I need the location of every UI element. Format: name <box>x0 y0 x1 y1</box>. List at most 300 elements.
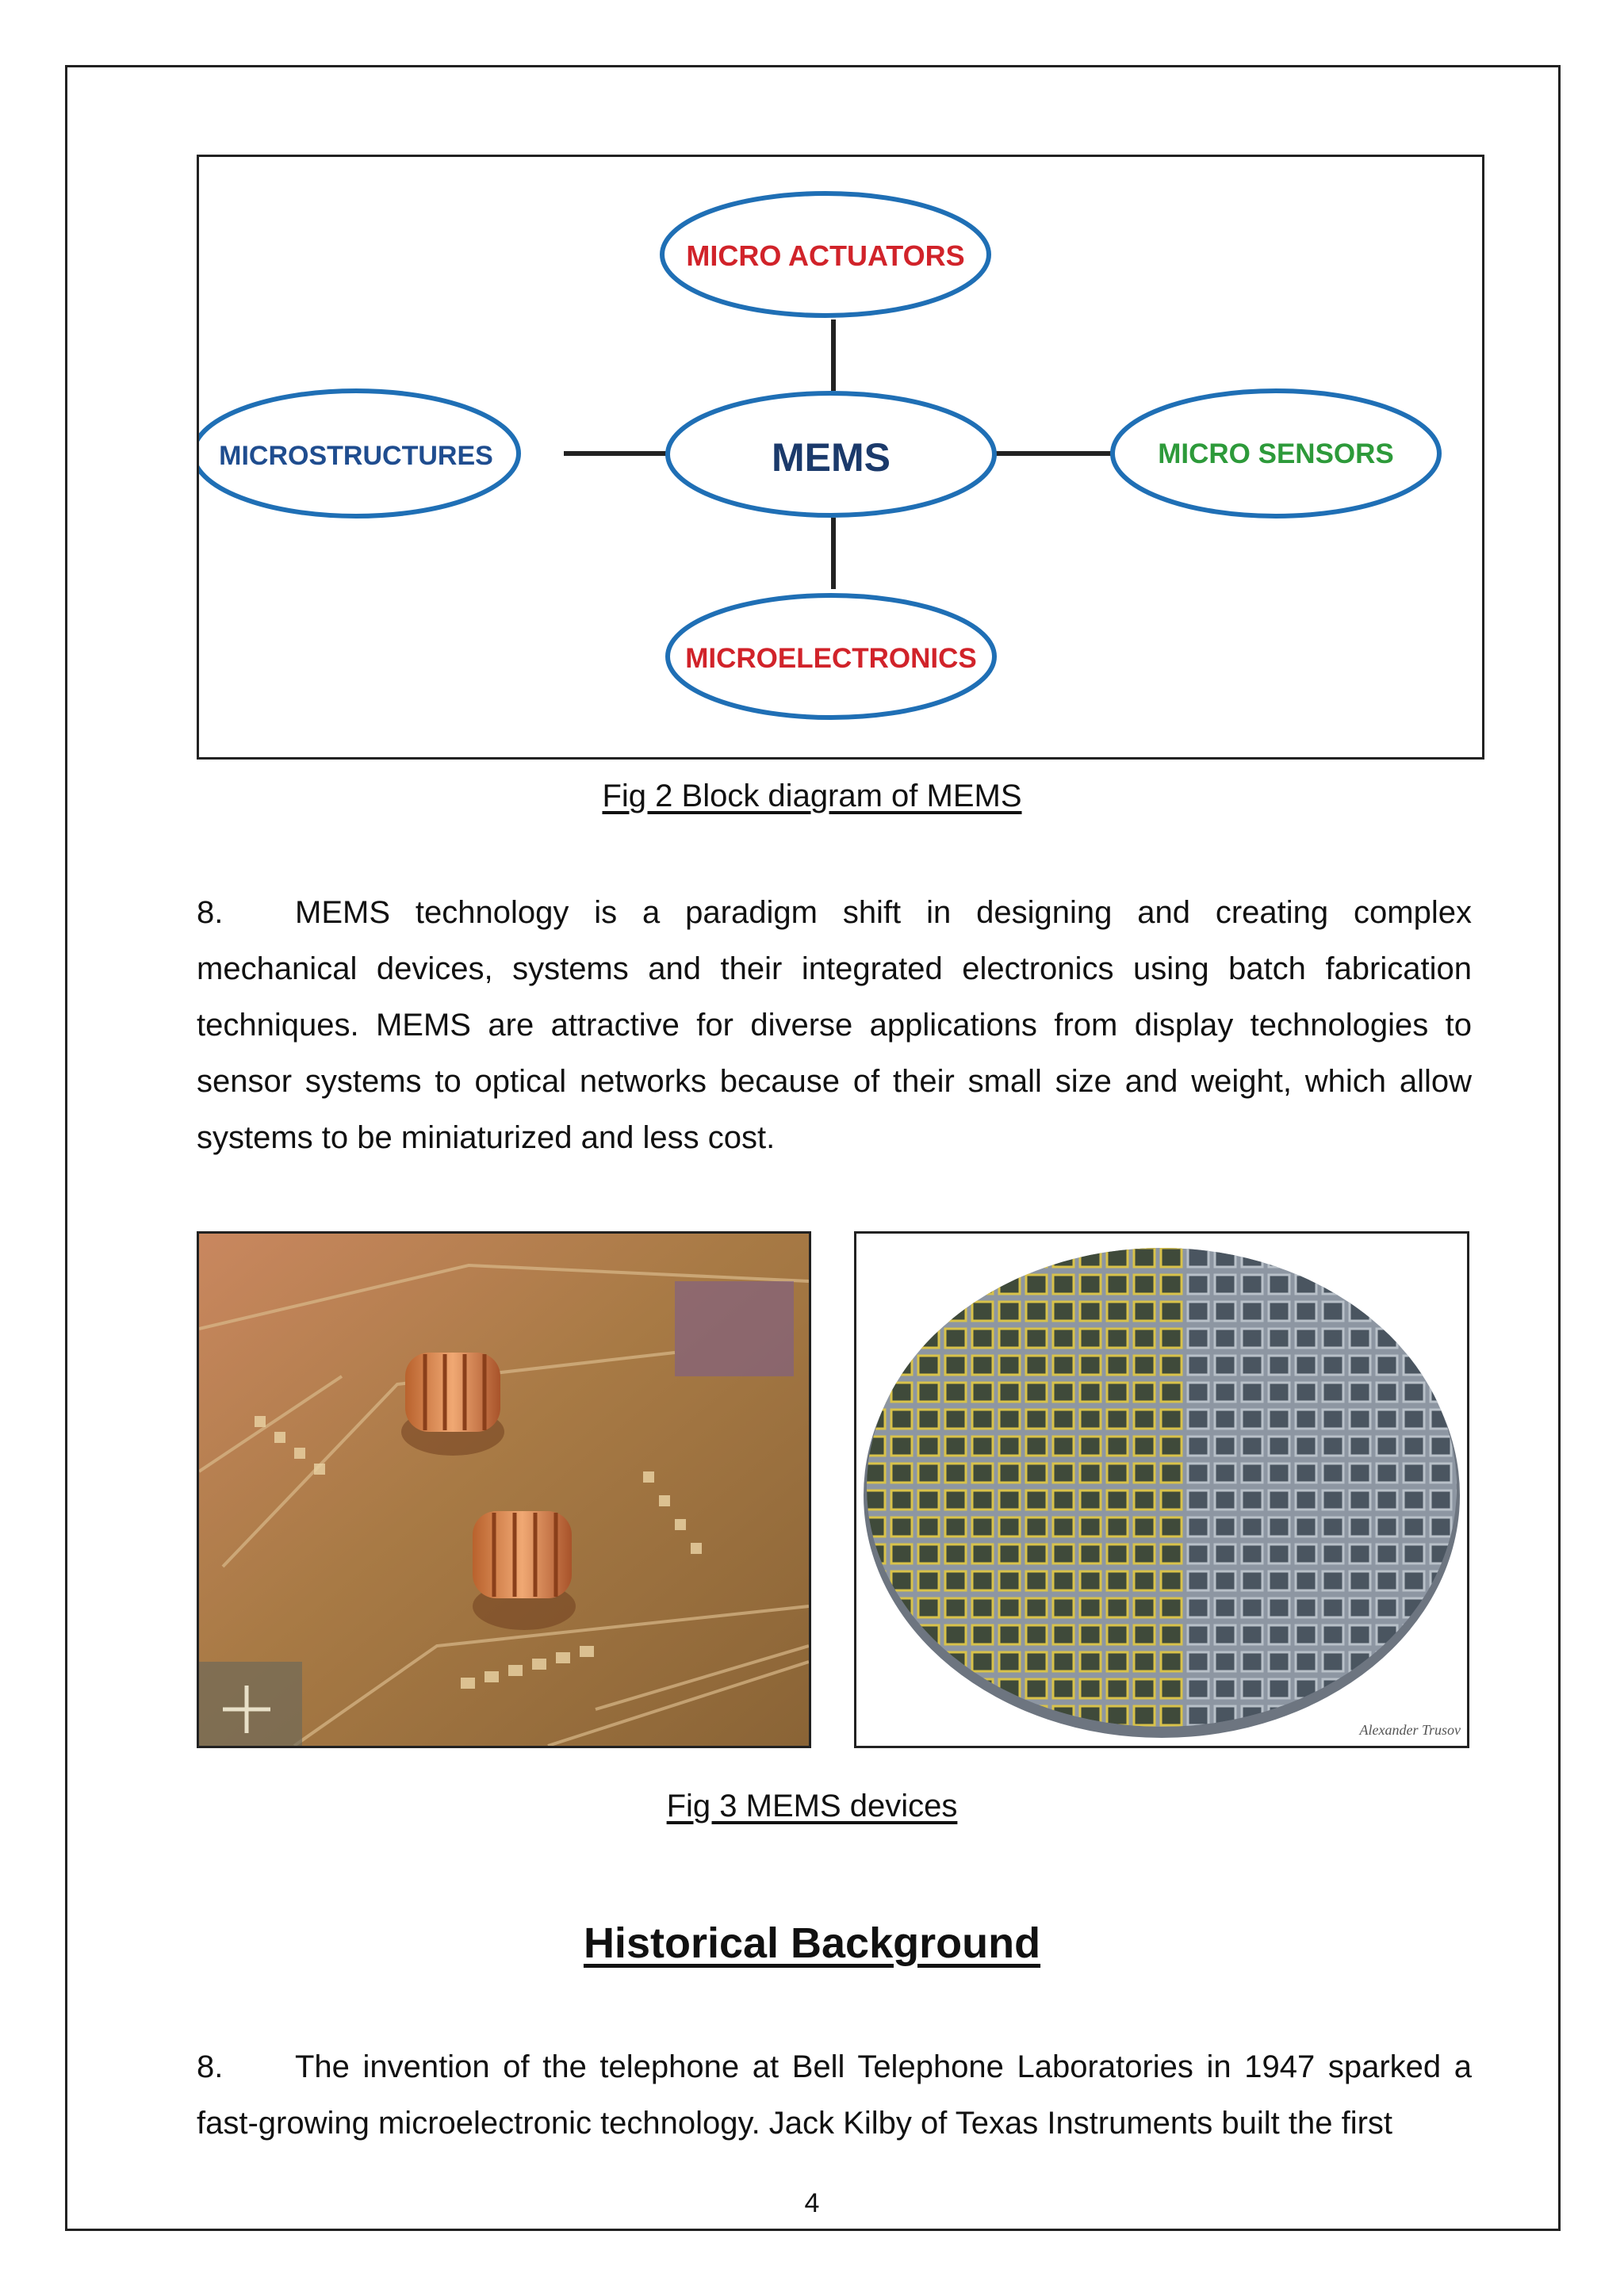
wafer-die <box>1242 1598 1262 1617</box>
wafer-die <box>1215 1437 1235 1456</box>
wafer-die <box>972 1464 993 1483</box>
wafer-die <box>1350 1356 1370 1375</box>
wafer-die <box>1296 1652 1316 1671</box>
wafer-die <box>1053 1544 1074 1563</box>
wafer-die <box>918 1410 939 1429</box>
wafer-die <box>1026 1598 1047 1617</box>
wafer-die <box>1215 1490 1235 1510</box>
wafer-die <box>1296 1598 1316 1617</box>
wafer-die <box>1107 1302 1128 1321</box>
wafer-die <box>1107 1652 1128 1671</box>
wafer-die <box>945 1410 966 1429</box>
wafer-die <box>1080 1383 1101 1402</box>
wafer-die <box>1026 1625 1047 1644</box>
wafer-die <box>1323 1356 1343 1375</box>
wafer-die <box>999 1410 1020 1429</box>
wafer-die <box>1134 1652 1155 1671</box>
wafer-die <box>1188 1544 1208 1563</box>
wafer-die <box>1404 1464 1424 1483</box>
wafer-die <box>1242 1652 1262 1671</box>
wafer-die <box>1188 1598 1208 1617</box>
wafer-die <box>1323 1302 1343 1321</box>
paragraph-historical <box>197 2039 1472 2152</box>
wafer-die <box>1053 1437 1074 1456</box>
wafer-die <box>891 1571 912 1590</box>
wafer-die <box>972 1356 993 1375</box>
wafer-die <box>945 1356 966 1375</box>
wafer-die <box>1134 1275 1155 1294</box>
section-heading: Historical Background <box>583 1919 1041 1967</box>
wafer-die <box>999 1464 1020 1483</box>
wafer-die <box>1026 1544 1047 1563</box>
wafer-die <box>1080 1652 1101 1671</box>
wafer-die <box>1215 1679 1235 1698</box>
wafer-die <box>1269 1356 1289 1375</box>
wafer-die <box>1350 1544 1370 1563</box>
wafer-die <box>1323 1517 1343 1536</box>
paragraph-number: 8. <box>197 895 224 930</box>
wafer-die <box>1026 1464 1047 1483</box>
wafer-die <box>945 1571 966 1590</box>
wafer-die <box>891 1517 912 1536</box>
wafer-die <box>1242 1464 1262 1483</box>
wafer-die <box>1080 1517 1101 1536</box>
wafer-die <box>918 1598 939 1617</box>
wafer-die <box>1296 1517 1316 1536</box>
wafer-die <box>1053 1464 1074 1483</box>
wafer-die <box>1269 1437 1289 1456</box>
wafer-die <box>1161 1383 1182 1402</box>
wafer-die <box>1404 1517 1424 1536</box>
wafer-die <box>1134 1329 1155 1348</box>
paragraph-text: The invention of the telephone at Bell Telephone Laboratories in 1947 sparked a fast-growing microelectronic technology. Jack Kilby of Texas Instruments built the first <box>197 2049 1472 2141</box>
wafer-die <box>1134 1571 1155 1590</box>
wafer-die <box>1269 1410 1289 1429</box>
wafer-die <box>1188 1275 1208 1294</box>
wafer-die <box>1161 1356 1182 1375</box>
wafer-die <box>1269 1625 1289 1644</box>
wafer-die <box>1404 1571 1424 1590</box>
wafer-die <box>1053 1410 1074 1429</box>
wafer-die <box>1188 1437 1208 1456</box>
wafer-die <box>1242 1410 1262 1429</box>
wafer-die <box>1242 1571 1262 1590</box>
wafer-die <box>999 1571 1020 1590</box>
wafer-die <box>1377 1598 1397 1617</box>
wafer-die <box>999 1383 1020 1402</box>
wafer-die <box>1188 1329 1208 1348</box>
wafer-die <box>891 1437 912 1456</box>
wafer-die <box>1161 1598 1182 1617</box>
wafer-die <box>891 1410 912 1429</box>
wafer-die <box>1350 1571 1370 1590</box>
wafer-die <box>1161 1544 1182 1563</box>
wafer-die <box>918 1356 939 1375</box>
wafer-die <box>1107 1329 1128 1348</box>
wafer-die <box>1188 1571 1208 1590</box>
wafer-die <box>1107 1437 1128 1456</box>
wafer-die <box>1323 1329 1343 1348</box>
wafer-die <box>972 1625 993 1644</box>
wafer-die <box>1431 1517 1451 1536</box>
wafer-die <box>1134 1464 1155 1483</box>
wafer-die <box>1242 1679 1262 1698</box>
wafer-die <box>1296 1329 1316 1348</box>
wafer-die <box>1161 1679 1182 1698</box>
wafer-die <box>1134 1679 1155 1698</box>
wafer-die <box>1026 1410 1047 1429</box>
wafer-die <box>1215 1517 1235 1536</box>
wafer-die <box>1350 1490 1370 1510</box>
wafer-die <box>1215 1598 1235 1617</box>
wafer-die <box>972 1652 993 1671</box>
wafer-die <box>1323 1625 1343 1644</box>
wafer-die <box>1107 1571 1128 1590</box>
wafer-die <box>1107 1356 1128 1375</box>
wafer-die <box>1026 1356 1047 1375</box>
wafer-die <box>1350 1383 1370 1402</box>
wafer-die <box>1080 1356 1101 1375</box>
wafer-die <box>999 1544 1020 1563</box>
wafer-die <box>1269 1302 1289 1321</box>
wafer-die <box>1026 1652 1047 1671</box>
wafer-die <box>1377 1464 1397 1483</box>
wafer-die <box>891 1544 912 1563</box>
wafer-die <box>1134 1356 1155 1375</box>
wafer-die <box>1215 1652 1235 1671</box>
wafer-die <box>1053 1329 1074 1348</box>
wafer-die <box>1350 1329 1370 1348</box>
wafer-die <box>1080 1679 1101 1698</box>
wafer-die <box>972 1329 993 1348</box>
wafer-die <box>999 1356 1020 1375</box>
wafer-die <box>1188 1625 1208 1644</box>
wafer-die <box>1134 1302 1155 1321</box>
wafer-die <box>1026 1383 1047 1402</box>
wafer-die <box>1269 1329 1289 1348</box>
wafer-die <box>945 1517 966 1536</box>
wafer-die <box>1242 1490 1262 1510</box>
wafer-die <box>1080 1275 1101 1294</box>
wafer-die <box>918 1464 939 1483</box>
wafer-die <box>1242 1544 1262 1563</box>
wafer-die <box>972 1437 993 1456</box>
paragraph-mems-technology <box>197 885 1472 1166</box>
silicon-wafer-photo <box>854 1231 1469 1748</box>
wafer-die <box>1269 1517 1289 1536</box>
wafer-die <box>1107 1679 1128 1698</box>
wafer-die <box>1134 1706 1155 1725</box>
wafer-die <box>945 1544 966 1563</box>
wafer-die <box>1134 1383 1155 1402</box>
wafer-die <box>1323 1544 1343 1563</box>
wafer-die <box>1296 1437 1316 1456</box>
wafer-die <box>1188 1383 1208 1402</box>
coil-top <box>401 1353 504 1456</box>
wafer-die <box>1107 1490 1128 1510</box>
wafer-die <box>1161 1410 1182 1429</box>
wafer-die <box>1242 1302 1262 1321</box>
wafer-die <box>1053 1652 1074 1671</box>
wafer-die <box>1269 1464 1289 1483</box>
wafer-die <box>918 1571 939 1590</box>
wafer-die <box>918 1544 939 1563</box>
wafer-die <box>945 1598 966 1617</box>
wafer-die <box>1188 1517 1208 1536</box>
wafer-die <box>1323 1571 1343 1590</box>
wafer-die <box>1296 1490 1316 1510</box>
wafer-die <box>999 1652 1020 1671</box>
wafer-die <box>1215 1464 1235 1483</box>
wafer-die <box>1242 1437 1262 1456</box>
paragraph-number: 8. <box>197 2049 224 2084</box>
wafer-die <box>1080 1329 1101 1348</box>
wafer-die <box>1134 1410 1155 1429</box>
wafer-die <box>972 1517 993 1536</box>
wafer-die <box>1404 1410 1424 1429</box>
wafer-die <box>1161 1437 1182 1456</box>
wafer-die <box>1350 1464 1370 1483</box>
wafer-die <box>1350 1437 1370 1456</box>
wafer-die <box>1107 1706 1128 1725</box>
wafer-die <box>1431 1490 1451 1510</box>
wafer-die <box>1188 1464 1208 1483</box>
coil-bottom <box>473 1511 576 1630</box>
microelectronics-label: MICROELECTRONICS <box>685 643 977 674</box>
wafer-die <box>1323 1464 1343 1483</box>
wafer-die <box>1269 1652 1289 1671</box>
wafer-die <box>1215 1275 1235 1294</box>
wafer-die <box>1377 1517 1397 1536</box>
wafer-die <box>1242 1517 1262 1536</box>
micro-sensors-label: MICRO SENSORS <box>1158 438 1394 469</box>
wafer-die <box>945 1490 966 1510</box>
wafer-die <box>1053 1356 1074 1375</box>
wafer-die <box>1080 1598 1101 1617</box>
wafer-die <box>1242 1383 1262 1402</box>
wafer-die <box>1377 1410 1397 1429</box>
wafer-die <box>1188 1490 1208 1510</box>
wafer-die <box>999 1302 1020 1321</box>
block-diagram <box>199 157 1482 757</box>
wafer-die <box>1323 1598 1343 1617</box>
wafer-die <box>1323 1410 1343 1429</box>
wafer-die <box>1215 1383 1235 1402</box>
wafer-die <box>1134 1437 1155 1456</box>
wafer-die <box>1026 1679 1047 1698</box>
mems-chip-photo <box>197 1231 811 1748</box>
photo-watermark: Alexander Trusov <box>1359 1722 1461 1738</box>
wafer-die <box>1215 1544 1235 1563</box>
wafer-die <box>999 1490 1020 1510</box>
wafer-die <box>1107 1464 1128 1483</box>
wafer-die <box>999 1598 1020 1617</box>
wafer-die <box>1377 1571 1397 1590</box>
wafer-die <box>1053 1302 1074 1321</box>
wafer-die <box>1242 1275 1262 1294</box>
wafer-die <box>1134 1517 1155 1536</box>
wafer-die <box>1053 1275 1074 1294</box>
wafer-die <box>1080 1464 1101 1483</box>
wafer-die <box>972 1571 993 1590</box>
mems-chip-image <box>199 1234 809 1746</box>
wafer-die <box>1431 1437 1451 1456</box>
wafer-die <box>1323 1652 1343 1671</box>
wafer-die <box>1377 1490 1397 1510</box>
wafer-die <box>1026 1302 1047 1321</box>
wafer-die <box>1323 1383 1343 1402</box>
wafer-die <box>945 1383 966 1402</box>
wafer-die <box>1080 1490 1101 1510</box>
wafer-die <box>1431 1464 1451 1483</box>
wafer-die <box>1107 1625 1128 1644</box>
wafer-die <box>1404 1544 1424 1563</box>
wafer-die <box>972 1410 993 1429</box>
wafer-die <box>1269 1598 1289 1617</box>
wafer-die <box>1053 1625 1074 1644</box>
microstructures-label: MICROSTRUCTURES <box>219 441 493 471</box>
wafer-die <box>1323 1437 1343 1456</box>
wafer-die <box>1350 1598 1370 1617</box>
wafer-die <box>1134 1598 1155 1617</box>
wafer-die <box>1161 1275 1182 1294</box>
wafer-die <box>1161 1517 1182 1536</box>
wafer-die <box>1215 1410 1235 1429</box>
wafer-die <box>1404 1437 1424 1456</box>
wafer-die <box>1080 1571 1101 1590</box>
wafer-die <box>1080 1625 1101 1644</box>
wafer-die <box>972 1490 993 1510</box>
wafer-die <box>945 1464 966 1483</box>
wafer-die <box>891 1464 912 1483</box>
wafer-die <box>1242 1356 1262 1375</box>
wafer-die <box>945 1437 966 1456</box>
wafer-die <box>1188 1679 1208 1698</box>
wafer-die <box>1188 1410 1208 1429</box>
wafer-die <box>1026 1490 1047 1510</box>
wafer-die <box>1053 1490 1074 1510</box>
wafer-die <box>1107 1598 1128 1617</box>
wafer-die <box>1296 1571 1316 1590</box>
wafer-die <box>1242 1625 1262 1644</box>
wafer-die <box>1107 1544 1128 1563</box>
wafer-die <box>972 1544 993 1563</box>
fig3-caption: Fig 3 MEMS devices <box>666 1789 958 1823</box>
page-number: 4 <box>804 2188 820 2218</box>
wafer-die <box>1080 1302 1101 1321</box>
wafer-die <box>945 1329 966 1348</box>
wafer-die <box>1377 1437 1397 1456</box>
silicon-wafer-image <box>856 1234 1467 1746</box>
mems-label: MEMS <box>772 435 891 480</box>
wafer-die <box>1269 1490 1289 1510</box>
wafer-die <box>1296 1410 1316 1429</box>
wafer-die <box>999 1625 1020 1644</box>
paragraph-text: MEMS technology is a paradigm shift in designing and creating complex mechanical devices, systems and their integrated electronics using batch fabrication techniques. MEMS are attractive for diverse applications from display technologies to sensor systems to optical networks because of their small size and weight, which allow systems to be miniaturized and less cost. <box>197 895 1472 1155</box>
wafer-die <box>1215 1625 1235 1644</box>
fig2-caption: Fig 2 Block diagram of MEMS <box>602 779 1022 813</box>
wafer-die <box>1296 1464 1316 1483</box>
wafer-die <box>1215 1302 1235 1321</box>
wafer-die <box>999 1517 1020 1536</box>
wafer-die <box>1026 1517 1047 1536</box>
wafer-die <box>1107 1275 1128 1294</box>
wafer-die <box>1377 1356 1397 1375</box>
wafer-die <box>1161 1248 1182 1267</box>
wafer-die <box>1134 1490 1155 1510</box>
wafer-die <box>999 1329 1020 1348</box>
wafer-die <box>1215 1571 1235 1590</box>
wafer-die <box>1053 1598 1074 1617</box>
wafer-die <box>1404 1383 1424 1402</box>
wafer-die <box>1296 1625 1316 1644</box>
wafer-die <box>1026 1437 1047 1456</box>
wafer-die <box>1134 1625 1155 1644</box>
wafer-die <box>1242 1329 1262 1348</box>
wafer-die <box>1350 1517 1370 1536</box>
wafer-die <box>1026 1571 1047 1590</box>
wafer-die <box>1134 1544 1155 1563</box>
wafer-die <box>1269 1383 1289 1402</box>
wafer-die <box>1350 1410 1370 1429</box>
wafer-die <box>1161 1464 1182 1483</box>
wafer-die <box>1269 1544 1289 1563</box>
wafer-die <box>1377 1383 1397 1402</box>
wafer-die <box>1053 1517 1074 1536</box>
wafer-die <box>1053 1383 1074 1402</box>
wafer-die <box>1188 1248 1208 1267</box>
wafer-die <box>972 1302 993 1321</box>
wafer-die <box>1080 1544 1101 1563</box>
wafer-die <box>1188 1706 1208 1725</box>
wafer-die <box>945 1625 966 1644</box>
wafer-die <box>1026 1275 1047 1294</box>
wafer-die <box>1296 1544 1316 1563</box>
micro-actuators-label: MICRO ACTUATORS <box>686 239 965 272</box>
wafer-die <box>1161 1490 1182 1510</box>
wafer-die <box>972 1598 993 1617</box>
wafer-die <box>999 1437 1020 1456</box>
wafer-die <box>1215 1356 1235 1375</box>
wafer-die <box>1161 1706 1182 1725</box>
wafer-die <box>1296 1302 1316 1321</box>
wafer-die <box>1350 1625 1370 1644</box>
wafer-die <box>1161 1652 1182 1671</box>
wafer-die <box>1296 1383 1316 1402</box>
wafer-die <box>1377 1544 1397 1563</box>
wafer-die <box>1404 1490 1424 1510</box>
wafer-die <box>1161 1625 1182 1644</box>
wafer-die <box>1107 1410 1128 1429</box>
wafer-die <box>1269 1679 1289 1698</box>
wafer-die <box>972 1383 993 1402</box>
wafer-die <box>1296 1356 1316 1375</box>
wafer-die <box>1161 1571 1182 1590</box>
wafer-die <box>1134 1248 1155 1267</box>
wafer-die <box>1269 1275 1289 1294</box>
wafer-die <box>918 1383 939 1402</box>
wafer-die <box>1161 1329 1182 1348</box>
wafer-die <box>1188 1652 1208 1671</box>
wafer-die <box>1053 1679 1074 1698</box>
wafer-die <box>918 1517 939 1536</box>
wafer-die <box>1215 1329 1235 1348</box>
wafer-die <box>891 1490 912 1510</box>
wafer-die <box>918 1437 939 1456</box>
wafer-die <box>1188 1302 1208 1321</box>
wafer-die <box>1053 1571 1074 1590</box>
wafer-die <box>1107 1517 1128 1536</box>
